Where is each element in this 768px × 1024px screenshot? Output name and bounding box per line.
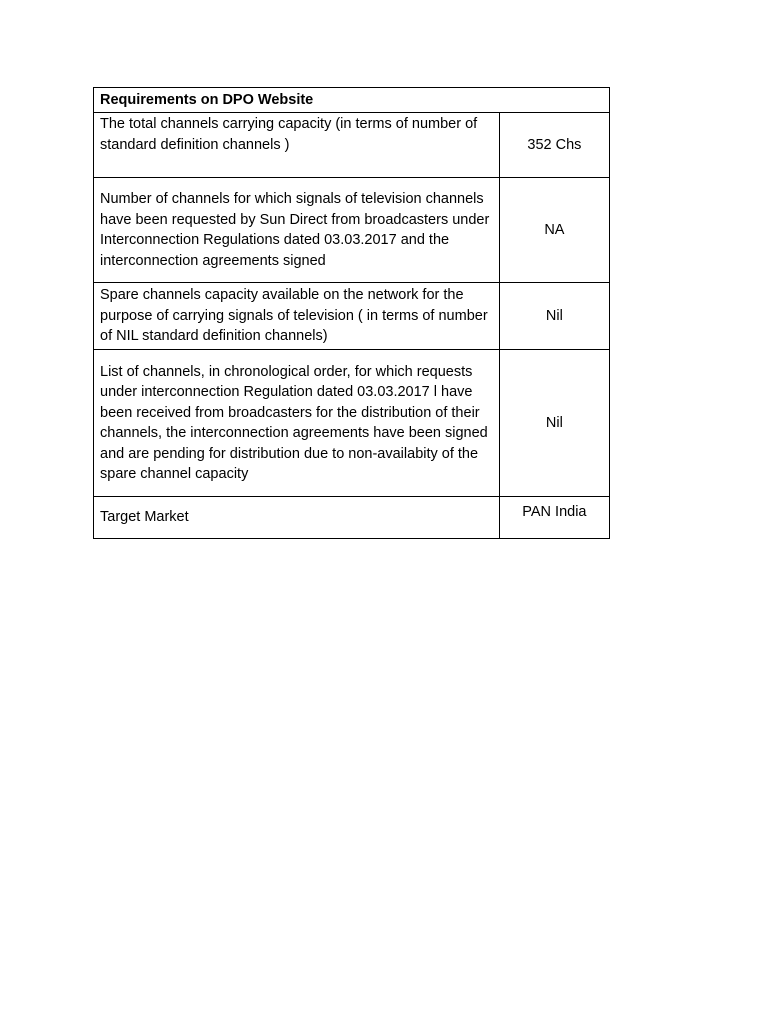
row-description: Target Market [94,497,500,539]
table-row [94,283,610,350]
row-description: Number of channels for which signals of television channels have been requested by Sun Direct from broadcasters under Interconnection Regulations dated 03.03.2017 and the interconnection agreements signed [94,178,500,283]
table-header: Requirements on DPO Website [94,88,610,113]
table-row [94,178,610,283]
row-value: NA [499,178,609,283]
table-header-row [94,88,610,113]
table-row [94,350,610,497]
row-description: Spare channels capacity available on the network for the purpose of carrying signals of television ( in terms of number of NIL standard definition channels) [94,283,500,350]
requirements-table [93,87,610,539]
table-row [94,497,610,539]
table-row [94,113,610,178]
row-value: Nil [499,283,609,350]
row-description: The total channels carrying capacity (in terms of number of standard definition channels ) [94,113,500,178]
row-value: 352 Chs [499,113,609,178]
row-value: Nil [499,350,609,497]
row-description: List of channels, in chronological order, for which requests under interconnection Regulation dated 03.03.2017 l have been received from broadcasters for the distribution of their channels, the interconnection agreements have been signed and are pending for distribution due to non-availabity of the spare channel capacity [94,350,500,497]
row-value: PAN India [499,497,609,539]
